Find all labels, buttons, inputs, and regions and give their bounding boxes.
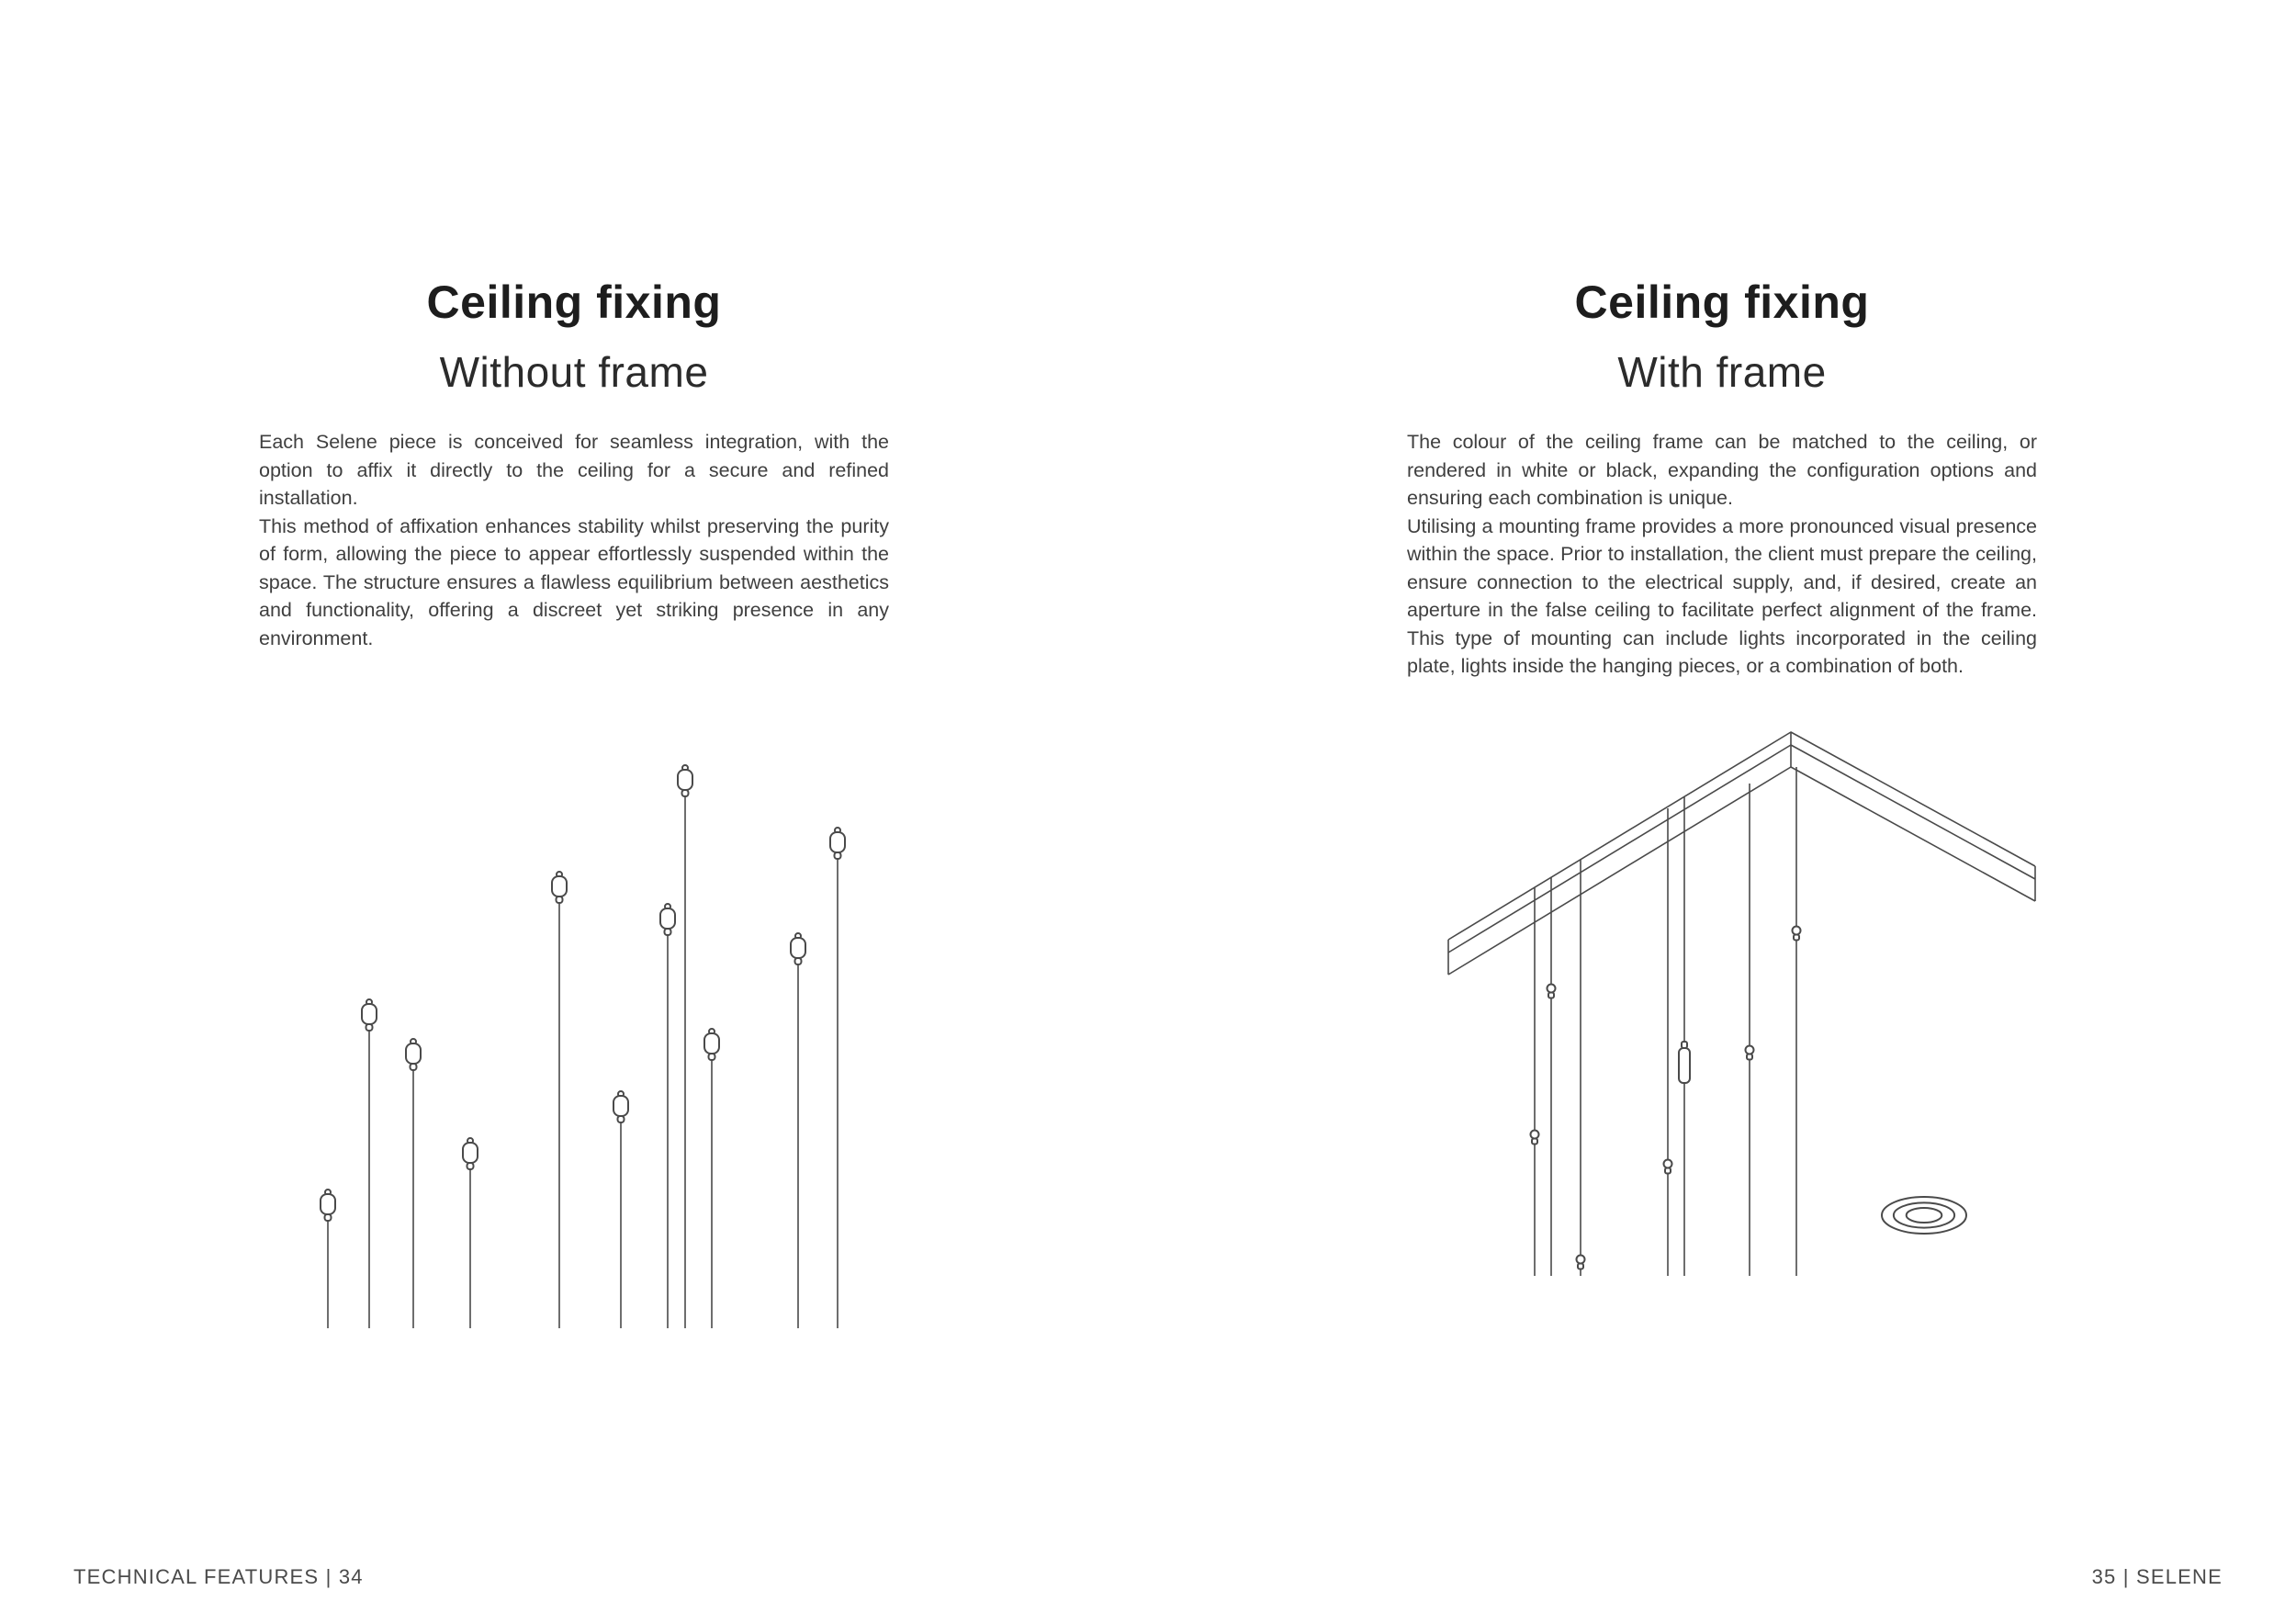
figure-with-frame (1407, 719, 2037, 1280)
footer-left: TECHNICAL FEATURES | 34 (73, 1565, 364, 1588)
paragraph: Each Selene piece is conceived for seamless integration, with the option to affix it directly to the ceiling for a secure and refined installation. (259, 431, 889, 510)
paragraph: The colour of the ceiling frame can be matched to the ceiling, or rendered in white or black, expanding the configuration options and ensuring each combination is unique. (1407, 431, 2037, 510)
body-text-right (1407, 428, 2037, 681)
page-right (1148, 0, 2296, 1624)
paragraph: This method of affixation enhances stability whilst preserving the purity of form, allowing the piece to appear effortlessly suspended within the space. The structure ensures a flawless equilibrium between aesthetics and functionality, offering a discreet yet striking presence in any environment. (259, 514, 889, 649)
page-footer (0, 1565, 2296, 1589)
cables-group (1531, 767, 1967, 1276)
paragraph: Utilising a mounting frame provides a more pronounced visual presence within the space. Prior to installation, the client must prepare the ceiling, ensure connection to the electrical supply, and, if desired, create an aperture in the false ceiling to facilitate perfect alignment of the frame. This type of mounting can include lights incorporated in the ceiling plate, lights inside the hanging pieces, or a combination of both. (1407, 514, 2037, 678)
page-title-left: Ceiling fixing (426, 276, 722, 328)
page-subtitle-right: With frame (1617, 348, 1827, 396)
illustration-ceiling-cables-icon (259, 735, 889, 1332)
page-left-content (259, 0, 889, 1624)
body-text-left (259, 428, 889, 652)
illustration-mounting-frame-icon (1407, 719, 2037, 1280)
page-right-content (1407, 0, 2037, 1624)
footer-right: 35 | SELENE (2091, 1565, 2223, 1588)
page-title-right: Ceiling fixing (1574, 276, 1870, 328)
figure-without-frame (259, 735, 889, 1332)
cables-group (321, 765, 845, 1328)
mounting-frame (1448, 732, 2035, 975)
page-subtitle-left: Without frame (439, 348, 709, 396)
